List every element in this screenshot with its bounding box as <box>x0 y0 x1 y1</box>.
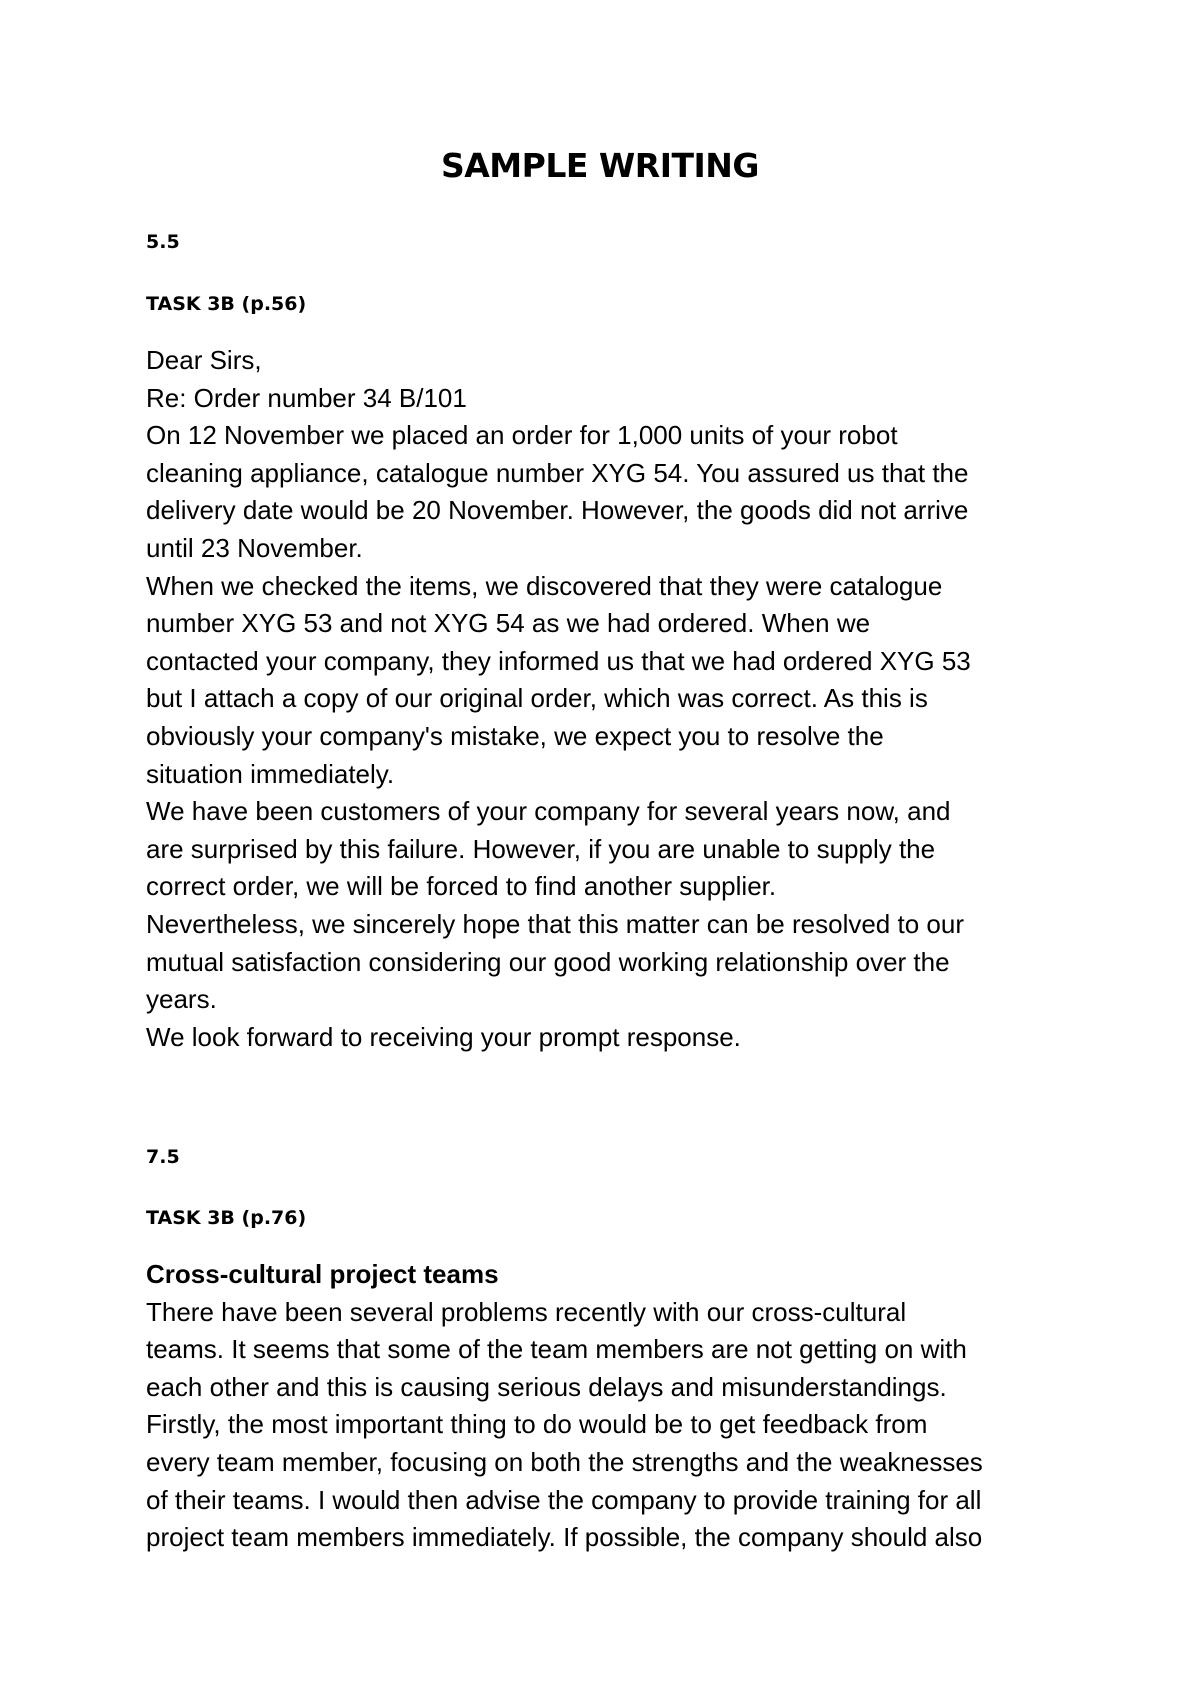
task-label: TASK 3B (p.56) <box>146 293 307 315</box>
essay-body <box>146 1256 1076 1557</box>
text-line: cleaning appliance, catalogue number XYG 54. You assured us that the <box>146 457 969 488</box>
text-line: number XYG 53 and not XYG 54 as we had ordered. When we <box>146 608 871 639</box>
text-line: correct order, we will be forced to find another supplier. <box>146 871 777 902</box>
letter-body <box>146 342 1076 1056</box>
text-line: contacted your company, they informed us that we had ordered XYG 53 <box>146 645 971 676</box>
text-line: teams. It seems that some of the team members are not getting on with <box>146 1334 967 1365</box>
text-line: but I attach a copy of our original order, which was correct. As this is <box>146 683 928 714</box>
essay-heading: Cross-cultural project teams <box>146 1259 499 1289</box>
text-line: When we checked the items, we discovered that they were catalogue <box>146 570 943 601</box>
text-line: are surprised by this failure. However, if you are unable to supply the <box>146 833 936 864</box>
text-line: delivery date would be 20 November. However, the goods did not arrive <box>146 495 969 526</box>
text-line: We look forward to receiving your prompt response. <box>146 1021 741 1052</box>
text-line: Nevertheless, we sincerely hope that this matter can be resolved to our <box>146 908 964 939</box>
text-line: obviously your company's mistake, we expect you to resolve the <box>146 720 884 751</box>
text-line: There have been several problems recently with our cross-cultural <box>146 1296 907 1327</box>
text-line: situation immediately. <box>146 758 395 789</box>
text-line: each other and this is causing serious delays and misunderstandings. <box>146 1371 947 1402</box>
section-number: 5.5 <box>146 231 180 253</box>
section-number: 7.5 <box>146 1146 180 1168</box>
text-line: mutual satisfaction considering our good working relationship over the <box>146 946 950 977</box>
text-line: Re: Order number 34 B/101 <box>146 382 467 413</box>
text-line: of their teams. I would then advise the company to provide training for all <box>146 1484 982 1515</box>
text-line: Dear Sirs, <box>146 345 262 375</box>
text-line: until 23 November. <box>146 532 363 563</box>
document-title: SAMPLE WRITING <box>441 146 759 185</box>
text-line: every team member, focusing on both the strengths and the weaknesses <box>146 1446 983 1477</box>
text-line: We have been customers of your company for several years now, and <box>146 796 951 827</box>
text-line: project team members immediately. If possible, the company should also <box>146 1522 983 1553</box>
task-label: TASK 3B (p.76) <box>146 1207 307 1229</box>
text-line: Firstly, the most important thing to do would be to get feedback from <box>146 1409 928 1440</box>
text-line: years. <box>146 984 217 1015</box>
text-line: On 12 November we placed an order for 1,000 units of your robot <box>146 420 898 451</box>
